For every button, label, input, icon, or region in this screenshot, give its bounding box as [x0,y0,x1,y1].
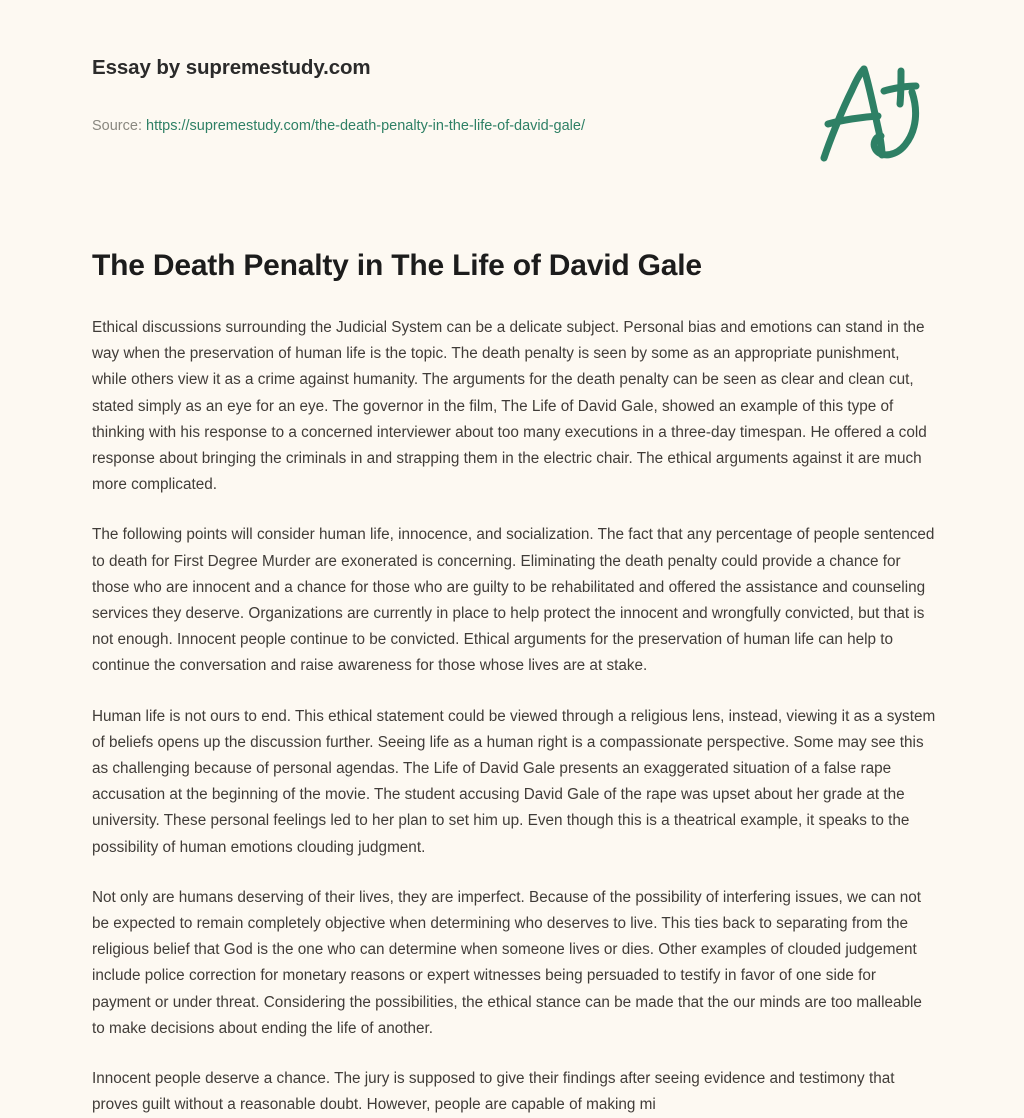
body-paragraph: Innocent people deserve a chance. The jury is supposed to give their findings after seeing evidence and testimony that proves guilt without a reasonable doubt. However, people are capable of making mi [92,1070,895,1114]
source-line [92,118,585,134]
body-paragraph: The following points will consider human life, innocence, and socialization. The fact that any percentage of people sentenced to death for First Degree Murder are exonerated is concerning. Eliminating the death penalty could provide a chance for those who are innocent and a chance for those who are guilty to be rehabilitated and offered the assistance and counseling services they deserve. Organizations are currently in place to help protect the innocent and wrongfully convicted, but that is not enough. Innocent people continue to be convicted. Ethical arguments for the preservation of human life can help to continue the conversation and raise awareness for those whose lives are at stake. [92,526,935,675]
body-paragraph: Not only are humans deserving of their lives, they are imperfect. Because of the possibility of interfering issues, we can not be expected to remain completely objective when determining who deserves to live. This ties back to separating from the religious belief that God is the one who can determine when someone lives or dies. Other examples of clouded judgement include police correction for monetary reasons or expert witnesses being persuaded to testify in favor of one side for payment or under threat. Considering the possibilities, the ethical stance can be made that the our minds are too malleable to make decisions about ending the life of another. [92,888,922,1037]
essay-byline: Essay by supremestudy.com [92,56,371,79]
a-plus-logo-icon [812,58,932,168]
page-title: The Death Penalty in The Life of David Gale [92,249,702,282]
essay-body [92,315,938,1118]
source-label: Source: [92,118,142,134]
source-url-link[interactable]: https://supremestudy.com/the-death-penalty-in-the-life-of-david-gale/ [146,118,585,134]
body-paragraph: Ethical discussions surrounding the Judicial System can be a delicate subject. Personal bias and emotions can stand in the way when the preservation of human life is the topic. The death penalty is seen by some as an appropriate punishment, while others view it as a crime against humanity. The arguments for the death penalty can be seen as clear and clean cut, stated simply as an eye for an eye. The governor in the film, The Life of David Gale, showed an example of this type of thinking with his response to a concerned interviewer about too many executions in a three-day timespan. He offered a cold response about bringing the criminals in and strapping them in the electric chair. The ethical arguments against it are much more complicated. [92,319,927,494]
body-paragraph: Human life is not ours to end. This ethical statement could be viewed through a religious lens, instead, viewing it as a system of beliefs opens up the discussion further. Seeing life as a human right is a compassionate perspective. Some may see this as challenging because of personal agendas. The Life of David Gale presents an exaggerated situation of a false rape accusation at the beginning of the movie. The student accusing David Gale of the rape was upset about her grade at the university. These personal feelings led to her plan to set him up. Even though this is a theatrical example, it speaks to the possibility of human emotions clouding judgment. [92,707,936,856]
document-header [92,0,932,200]
